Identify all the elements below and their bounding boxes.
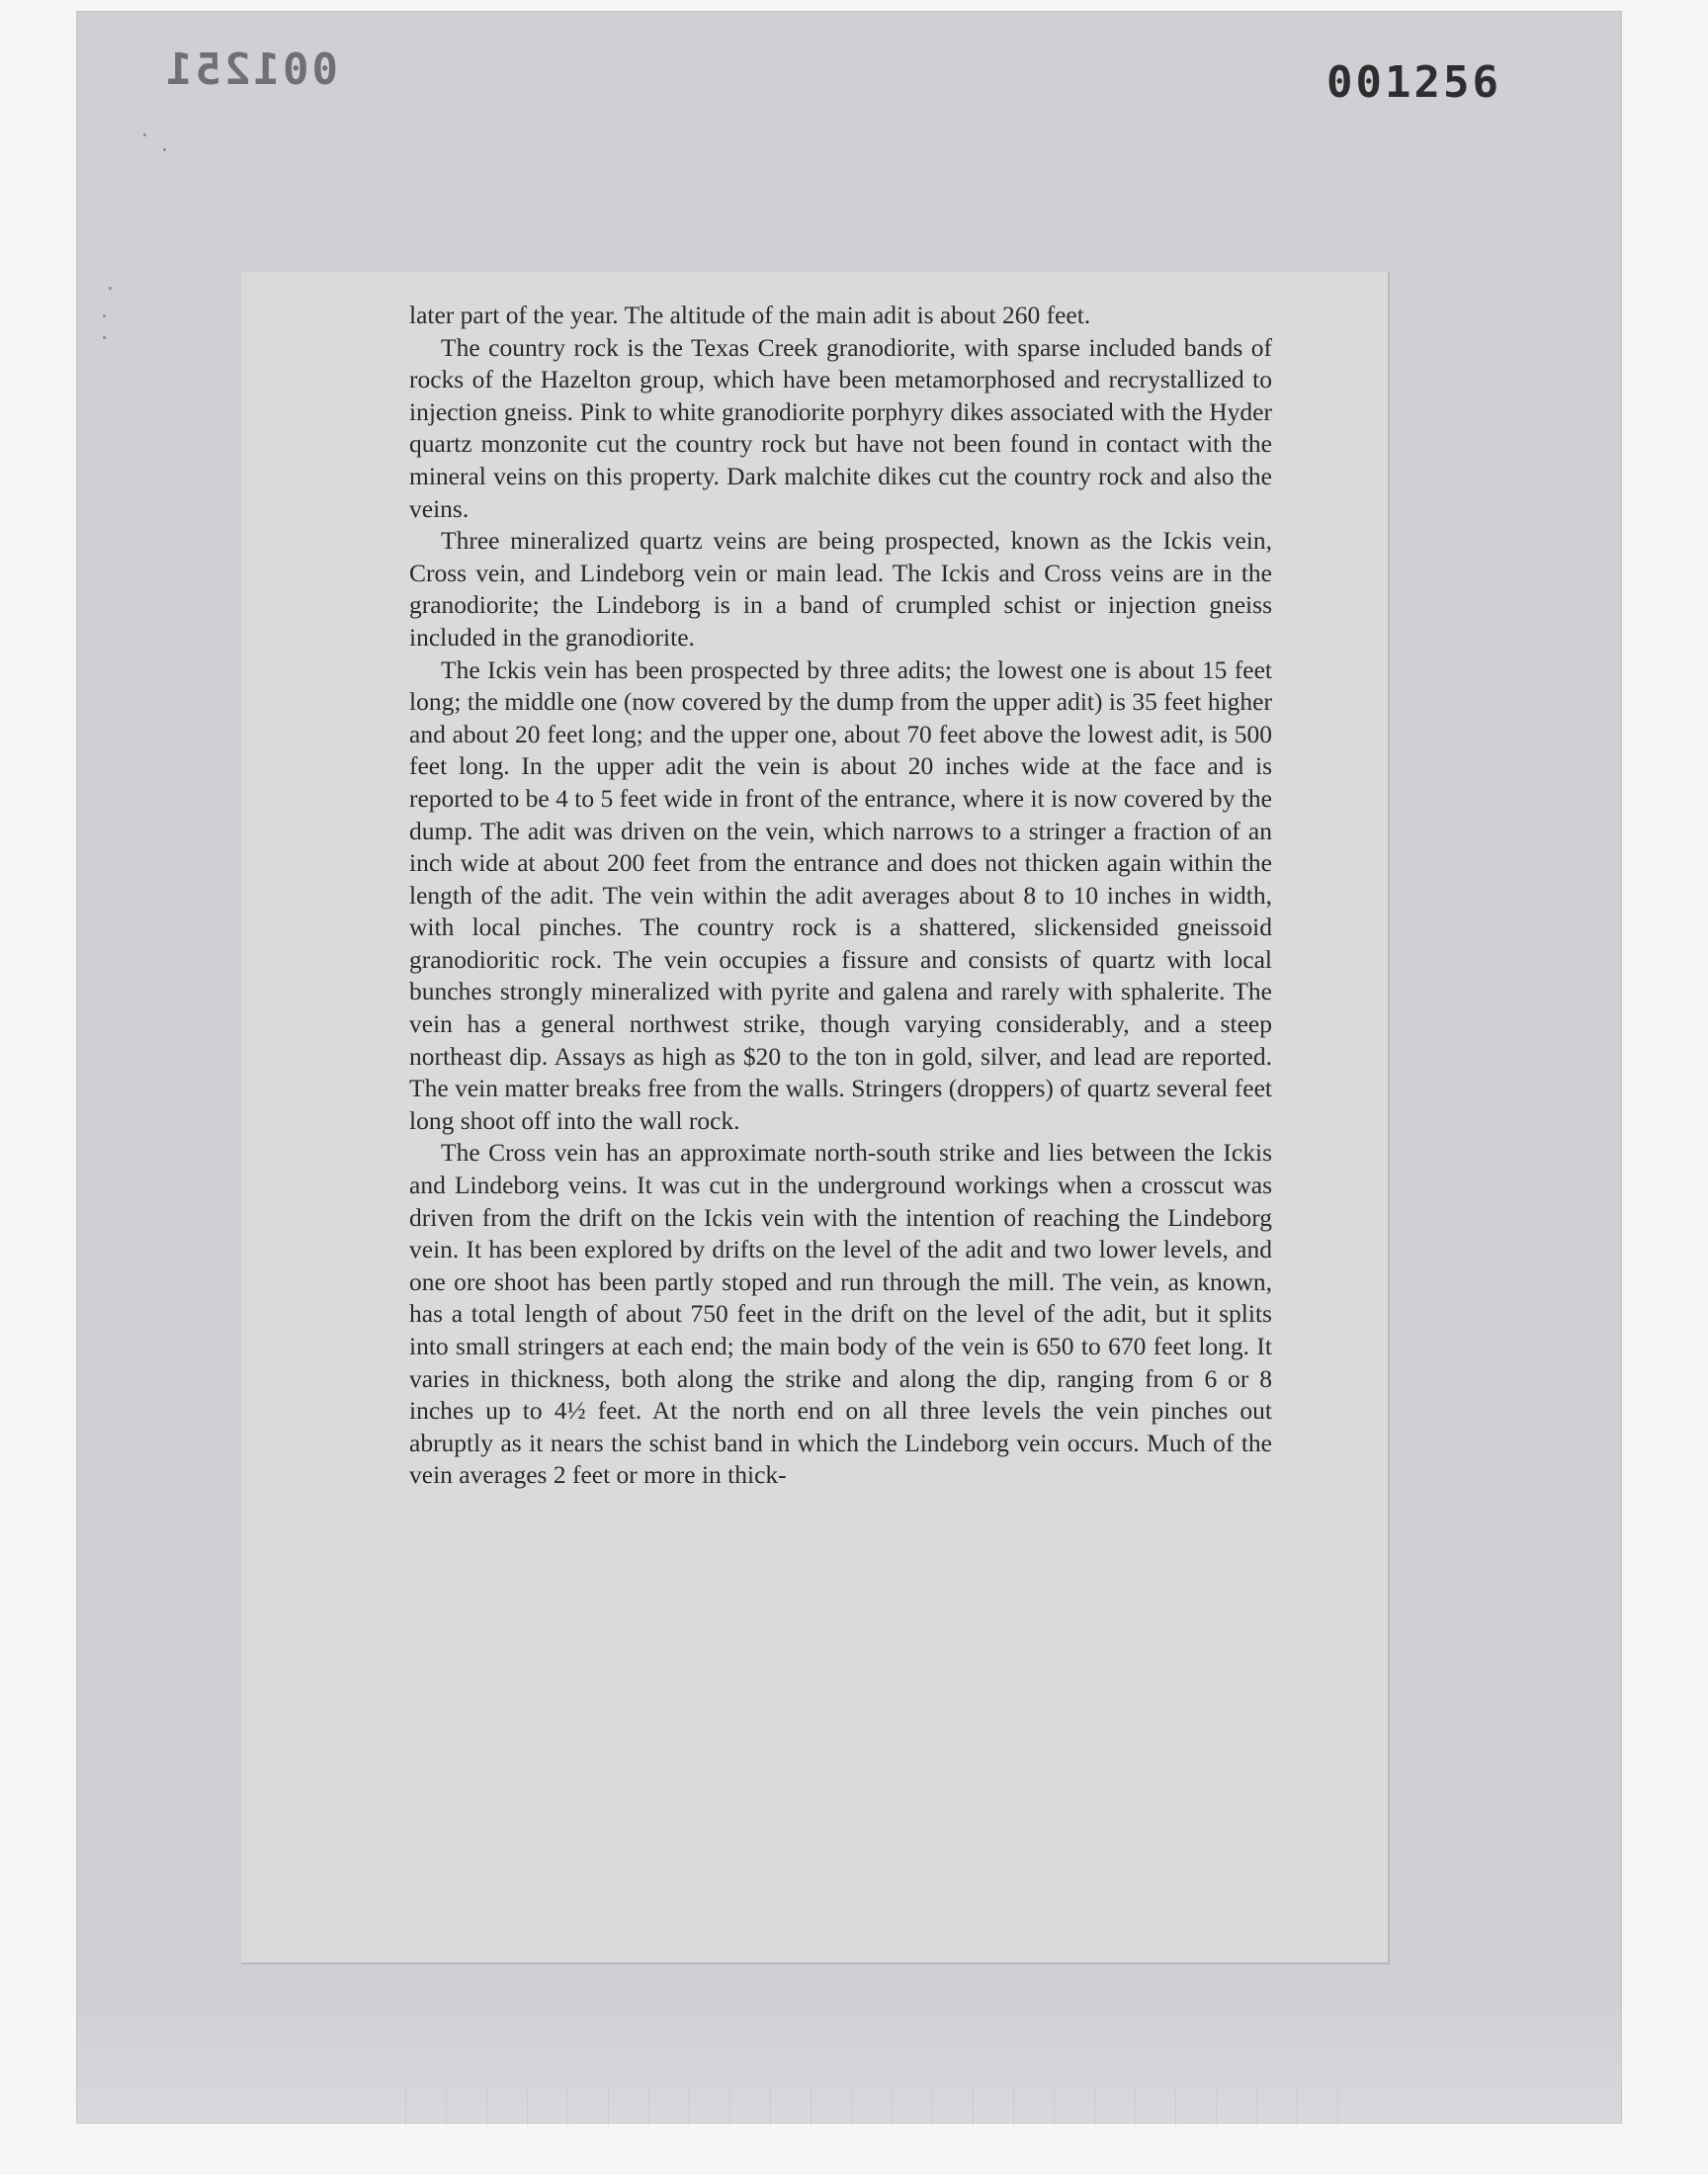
paragraph: The country rock is the Texas Creek granodiorite, with sparse included bands of rocks of the Hazelton group, which have been metamorphosed and recrystallized to injection gneiss. Pink to white granodiorite porphyry dikes associated with the Hyder quartz monzonite cut the country rock but have not been found in contact with the mineral veins on this property. Dark malchite dikes cut the country rock and also the veins. <box>409 332 1272 523</box>
document-page <box>241 272 1390 1964</box>
paragraph: Three mineralized quartz veins are being prospected, known as the Ickis vein, Cross vein, and Lindeborg vein or main lead. The Ickis and Cross veins are in the granodiorite; the Lindeborg is in a band of crumpled schist or injection gneiss included in the granodiorite. <box>409 526 1272 652</box>
scan-speck <box>143 133 146 136</box>
page-number-stamp-mirrored: 001251 <box>163 44 338 95</box>
body-text <box>409 300 1272 1492</box>
paragraph: The Cross vein has an approximate north-south strike and lies between the Ickis and Lindeborg veins. It was cut in the underground workings when a crosscut was driven from the drift on the Ickis vein with the intention of reaching the Lindeborg vein. It has been explored by drifts on the level of the adit and two lower levels, and one ore shoot has been partly stoped and run through the mill. The vein, as known, has a total length of about 750 feet in the drift on the level of the adit, but it splits into small stringers at each end; the main body of the vein is 650 to 670 feet long. It varies in thickness, both along the strike and along the dip, ranging from 6 or 8 inches up to 4½ feet. At the north end on all three levels the vein pinches out abruptly as it nears the schist band in which the Lindeborg vein occurs. Much of the vein averages 2 feet or more in thick- <box>409 1138 1272 1490</box>
scan-speck <box>163 148 166 151</box>
scanner-artifact <box>366 2086 1354 2126</box>
page-number-stamp: 001256 <box>1326 57 1501 108</box>
scan-speck <box>109 287 112 290</box>
scan-speck <box>103 336 106 339</box>
paragraph: The Ickis vein has been prospected by three adits; the lowest one is about 15 feet long; the middle one (now covered by the dump from the upper adit) is 35 feet higher and about 20 feet long; and the upper one, about 70 feet above the lowest adit, is 500 feet long. In the upper adit the vein is about 20 inches wide at the face and is reported to be 4 to 5 feet wide in front of the entrance, where it is now covered by the dump. The adit was driven on the vein, which narrows to a stringer a fraction of an inch wide at about 200 feet from the entrance and does not thicken again within the length of the adit. The vein within the adit averages about 8 to 10 inches in width, with local pinches. The country rock is a shattered, slickensided gneissoid granodioritic rock. The vein occupies a fissure and consists of quartz with local bunches strongly mineralized with pyrite and galena and rarely with sphalerite. The vein has a general northwest strike, though varying considerably, and a steep northeast dip. Assays as high as $20 to the ton in gold, silver, and lead are reported. The vein matter breaks free from the walls. Stringers (droppers) of quartz several feet long shoot off into the wall rock. <box>409 654 1272 1135</box>
scan-speck <box>103 314 106 317</box>
paragraph: later part of the year. The altitude of the main adit is about 260 feet. <box>409 301 1091 329</box>
